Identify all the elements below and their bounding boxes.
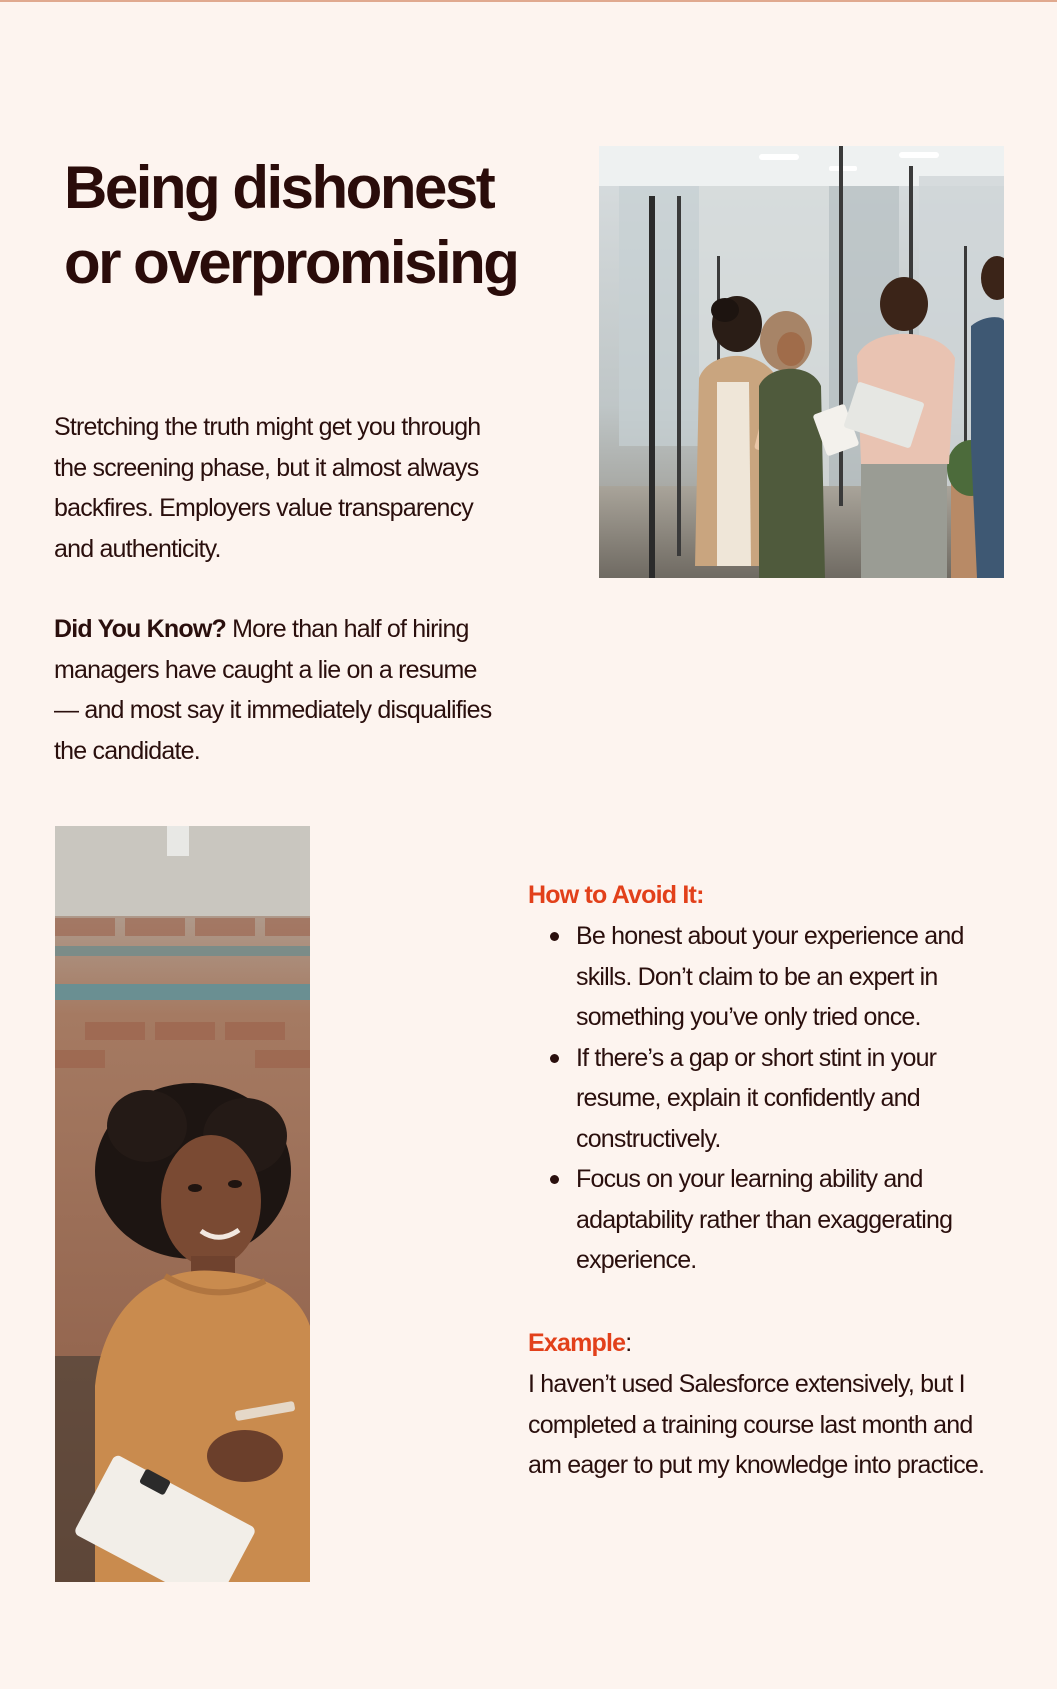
team-conversation-photo <box>599 146 1004 578</box>
how-to-avoid-heading: How to Avoid It: <box>528 881 704 909</box>
did-you-know-label: Did You Know? <box>54 615 226 643</box>
smiling-woman-photo <box>55 826 310 1582</box>
top-divider <box>0 0 1057 2</box>
example-colon: : <box>625 1329 632 1357</box>
bullet-icon <box>550 932 559 941</box>
example-label: Example <box>528 1329 626 1357</box>
tip-text: Be honest about your experience and skills. Don’t claim to be an expert in something you’ve only tried once. <box>576 922 964 1031</box>
did-you-know-text: More than half of hiring managers have caught a lie on a resume — and most say it immediately disqualifies the candidate. <box>54 615 492 765</box>
tip-item <box>528 1038 1008 1160</box>
page-title-line-1: Being dishonest <box>64 154 494 221</box>
example-heading <box>528 1323 631 1364</box>
bullet-icon <box>550 1054 559 1063</box>
tip-text: If there’s a gap or short stint in your resume, explain it confidently and constructively. <box>576 1043 937 1153</box>
bullet-icon <box>550 1175 559 1184</box>
intro-paragraph: Stretching the truth might get you through the screening phase, but it almost always backfires. Employers value transparency and authenticity. <box>54 413 481 563</box>
page-title <box>64 150 584 300</box>
tip-item <box>528 1159 1008 1281</box>
example-text: I haven’t used Salesforce extensively, but I completed a training course last month and am eager to put my knowledge into practice. <box>528 1370 985 1479</box>
page-title-line-2: or overpromising <box>64 229 518 296</box>
did-you-know-paragraph <box>54 609 504 771</box>
tip-text: Focus on your learning ability and adaptability rather than exaggerating experience. <box>576 1165 953 1274</box>
tips-list <box>528 916 1008 1281</box>
tip-item <box>528 916 1008 1038</box>
